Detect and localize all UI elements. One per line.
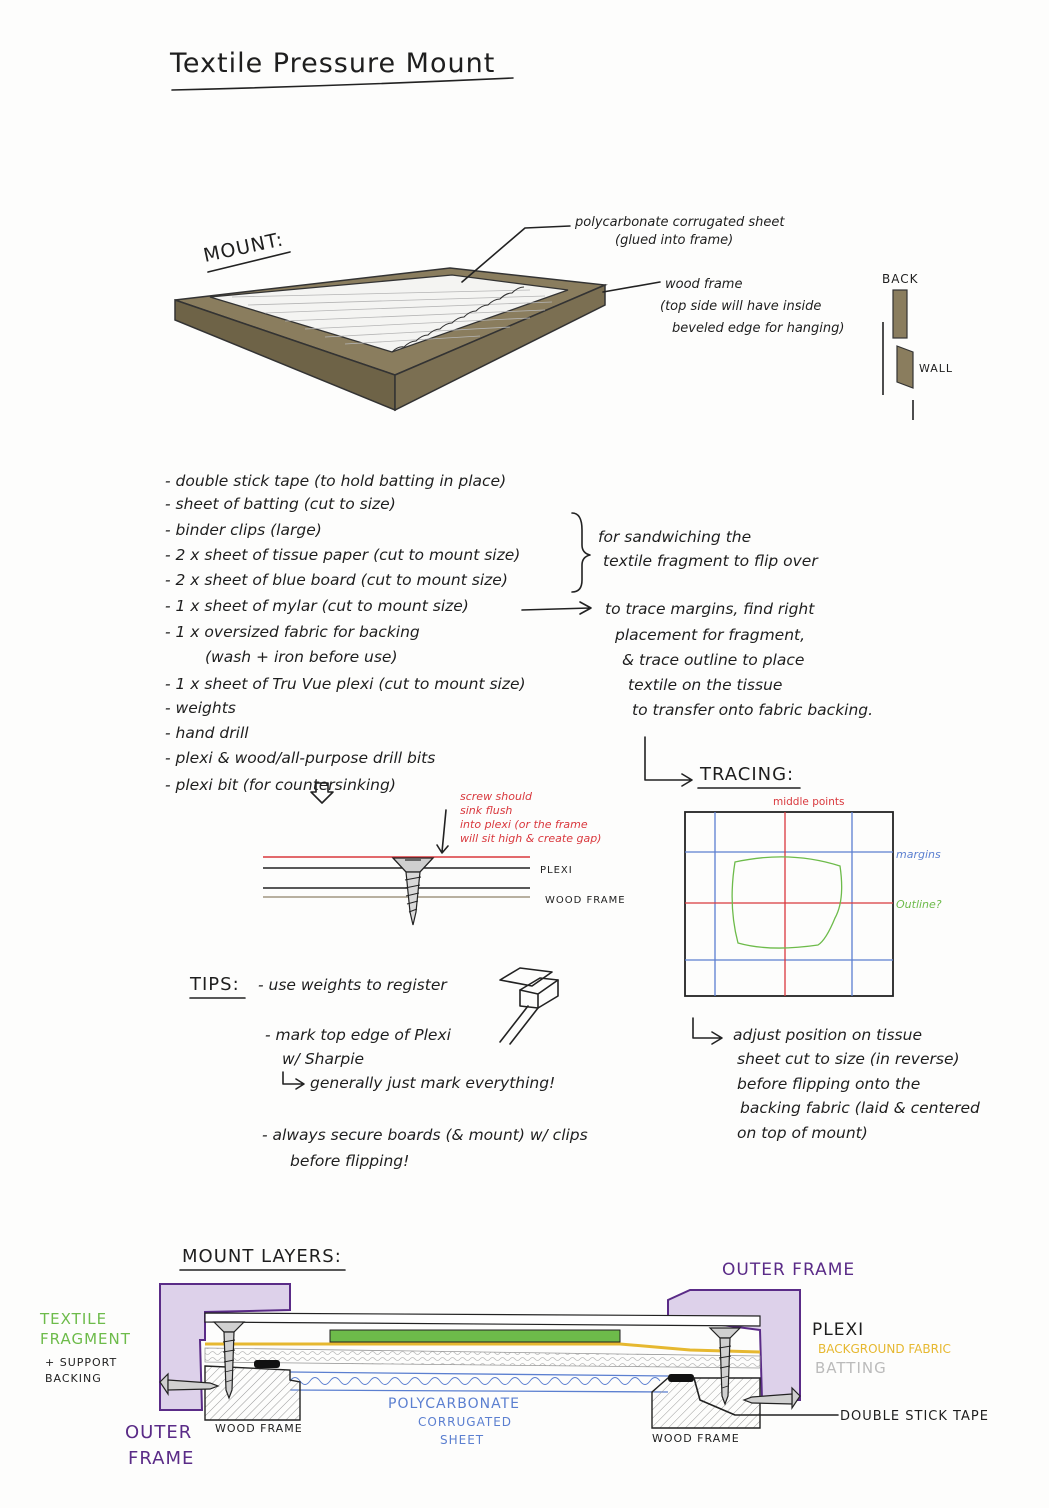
materials-item: (wash + iron before use) — [205, 648, 398, 666]
materials-item: - 1 x oversized fabric for backing — [165, 623, 420, 641]
tips-item: before flipping! — [290, 1152, 410, 1170]
materials-item: - weights — [165, 699, 236, 717]
materials-item: - plexi & wood/all-purpose drill bits — [165, 749, 436, 767]
tracing-arrow — [645, 737, 692, 786]
title-underline — [172, 78, 513, 90]
plexi-label: PLEXI — [540, 865, 573, 876]
tips-item: w/ Sharpie — [282, 1050, 365, 1068]
screw-note-line: will sit high & create gap) — [460, 832, 602, 845]
adjust-note-line: on top of mount) — [737, 1124, 868, 1142]
wall-label: WALL — [919, 362, 954, 375]
adjust-note-line: backing fabric (laid & centered — [740, 1099, 980, 1117]
polycarbonate-note: (glued into frame) — [615, 233, 734, 248]
sandwich-note-line: textile fragment to flip over — [603, 552, 818, 570]
textile-fragment-label: FRAGMENT — [40, 1330, 131, 1348]
screw-note-line: screw should — [460, 790, 533, 803]
margins-label: margins — [896, 848, 941, 861]
polycarbonate-layer-label: CORRUGATED — [418, 1415, 513, 1429]
tips-item: - mark top edge of Plexi — [265, 1026, 451, 1044]
wood-frame-right-label: WOOD FRAME — [652, 1432, 740, 1445]
mylar-note-line: to trace margins, find right — [605, 600, 815, 618]
wood-frame-label: wood frame — [665, 277, 743, 292]
tracing-diagram — [685, 796, 942, 996]
wood-frame-note-2: beveled edge for hanging) — [672, 321, 845, 336]
outline-label: Outline? — [896, 898, 942, 911]
wall-cleat-diagram — [882, 272, 953, 420]
adjust-arrow — [693, 1018, 722, 1044]
plexi-layer-label: PLEXI — [812, 1320, 865, 1340]
polycarbonate-layer-label: POLYCARBONATE — [388, 1396, 521, 1412]
mylar-note-line: placement for fragment, — [615, 626, 806, 644]
screw-note-line: sink flush — [460, 804, 513, 817]
materials-item: - binder clips (large) — [165, 521, 322, 539]
adjust-note-line: before flipping onto the — [737, 1075, 921, 1093]
mount-illustration — [175, 268, 605, 410]
tips-heading: TIPS: — [190, 974, 240, 995]
mylar-note-line: textile on the tissue — [628, 676, 783, 694]
double-stick-tape-label: DOUBLE STICK TAPE — [840, 1409, 989, 1424]
support-backing-label: BACKING — [45, 1372, 102, 1385]
adjust-note-line: sheet cut to size (in reverse) — [737, 1050, 960, 1068]
outer-frame-bottom-label: FRAME — [128, 1448, 195, 1469]
outer-frame-bottom-label: OUTER — [125, 1422, 193, 1443]
mylar-arrow — [522, 602, 591, 614]
background-fabric-label: BACKGROUND FABRIC — [818, 1342, 951, 1356]
mylar-note-line: to transfer onto fabric backing. — [632, 701, 874, 719]
tips-item: generally just mark everything! — [310, 1074, 556, 1092]
weight-sketch — [500, 968, 558, 1044]
layers-heading: MOUNT LAYERS: — [182, 1246, 342, 1267]
tracing-heading: TRACING: — [700, 764, 795, 785]
polycarbonate-label: polycarbonate corrugated sheet — [575, 215, 785, 230]
tips-item: - use weights to register — [258, 976, 447, 994]
materials-item: - 2 x sheet of tissue paper (cut to mount size) — [165, 546, 521, 564]
mylar-note-line: & trace outline to place — [622, 651, 805, 669]
materials-list — [165, 472, 526, 794]
page-title: Textile Pressure Mount — [170, 48, 496, 79]
back-label: BACK — [882, 272, 919, 286]
materials-item: - 1 x sheet of Tru Vue plexi (cut to mount size) — [165, 675, 526, 693]
sandwich-brace — [572, 513, 590, 592]
wood-frame-note-1: (top side will have inside — [660, 299, 822, 314]
tips-arrow — [283, 1072, 304, 1089]
polycarbonate-layer-label: SHEET — [440, 1433, 485, 1447]
middle-points-label: middle points — [773, 796, 845, 808]
support-backing-label: + SUPPORT — [45, 1356, 118, 1369]
sandwich-note-line: for sandwiching the — [598, 528, 752, 546]
materials-item: - plexi bit (for countersinking) — [165, 776, 396, 794]
batting-label: BATTING — [815, 1359, 887, 1377]
materials-item: - hand drill — [165, 724, 249, 742]
materials-item: - 1 x sheet of mylar (cut to mount size) — [165, 597, 469, 615]
materials-item: - 2 x sheet of blue board (cut to mount size) — [165, 571, 508, 589]
wood-frame-left-label: WOOD FRAME — [215, 1422, 303, 1435]
mount-heading: MOUNT: — [201, 228, 286, 267]
screw-note-line: into plexi (or the frame — [460, 818, 588, 831]
wood-frame-label-screw: WOOD FRAME — [545, 895, 626, 906]
materials-item: - sheet of batting (cut to size) — [165, 495, 396, 513]
textile-fragment-label: TEXTILE — [40, 1310, 108, 1328]
screw-detail — [263, 790, 626, 925]
tips-item: - always secure boards (& mount) w/ clips — [262, 1126, 588, 1144]
adjust-note-line: adjust position on tissue — [733, 1026, 922, 1044]
outer-frame-top-label: OUTER FRAME — [722, 1260, 856, 1280]
materials-item: - double stick tape (to hold batting in place) — [165, 472, 507, 490]
wood-frame-leader — [603, 282, 660, 292]
